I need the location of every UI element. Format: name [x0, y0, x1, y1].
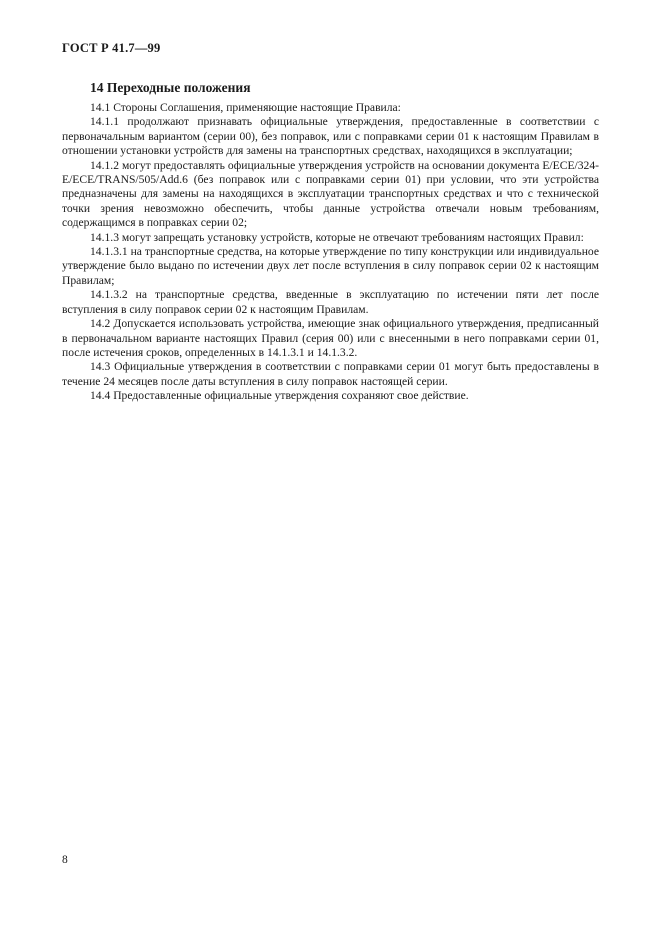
page-number: 8 — [62, 854, 68, 866]
paragraph-14-1-3: 14.1.3 могут запрещать установку устройств, которые не отвечают требованиям настоящих Правил: — [90, 230, 584, 244]
paragraph-14-1: 14.1 Стороны Соглашения, применяющие настоящие Правила: — [90, 101, 401, 114]
paragraph-14-3: 14.3 Официальные утверждения в соответствии с поправками серии 01 могут быть предоставлены в течение 24 месяцев после даты вступления в силу поправок настоящей серии. — [62, 360, 599, 388]
document-header: ГОСТ Р 41.7—99 — [62, 41, 161, 55]
paragraph-14-1-3-1: 14.1.3.1 на транспортные средства, на которые утверждение по типу конструкции или индивидуальное утверждение было выдано по истечении двух лет после вступления в силу поправок серии 02 к настоящим Правилам; — [62, 245, 599, 287]
paragraph-14-2: 14.2 Допускается использовать устройства, имеющие знак официального утверждения, предписанный в первоначальном варианте настоящих Правил (серия 00) или с внесенными в него поправками серии 01, после истечения сроков, определенных в 14.1.3.1 и 14.1.3.2. — [62, 317, 599, 359]
paragraph-14-1-2: 14.1.2 могут предоставлять официальные утверждения устройств на основании документа E/ECE/324-E/ECE/TRANS/505/Add.6 (без поправок или с поправками серии 01) при условии, что эти устройства предназначены для замены на находящихся в эксплуатации транспортных средствах и что с технической точки зрения невозможно обеспечить, чтобы данные устройства отвечали новым требованиям, содержащимся в поправках серии 02; — [62, 158, 599, 230]
paragraph-14-1-1: 14.1.1 продолжают признавать официальные утверждения, предоставленные в соответствии с первоначальным вариантом (серии 00), без поправок, или с поправками серии 01 к настоящим Правилам в отношении установки устройств для замены на транспортных средствах, находящихся в эксплуатации; — [62, 115, 599, 158]
section-title: 14 Переходные положения — [90, 80, 251, 95]
paragraph-14-4: 14.4 Предоставленные официальные утверждения сохраняют свое действие. — [90, 389, 469, 403]
section-body — [62, 101, 599, 404]
paragraph-14-1-3-2: 14.1.3.2 на транспортные средства, введенные в эксплуатацию по истечении пяти лет после вступления в силу поправок серии 02 к настоящим Правилам. — [62, 288, 599, 316]
